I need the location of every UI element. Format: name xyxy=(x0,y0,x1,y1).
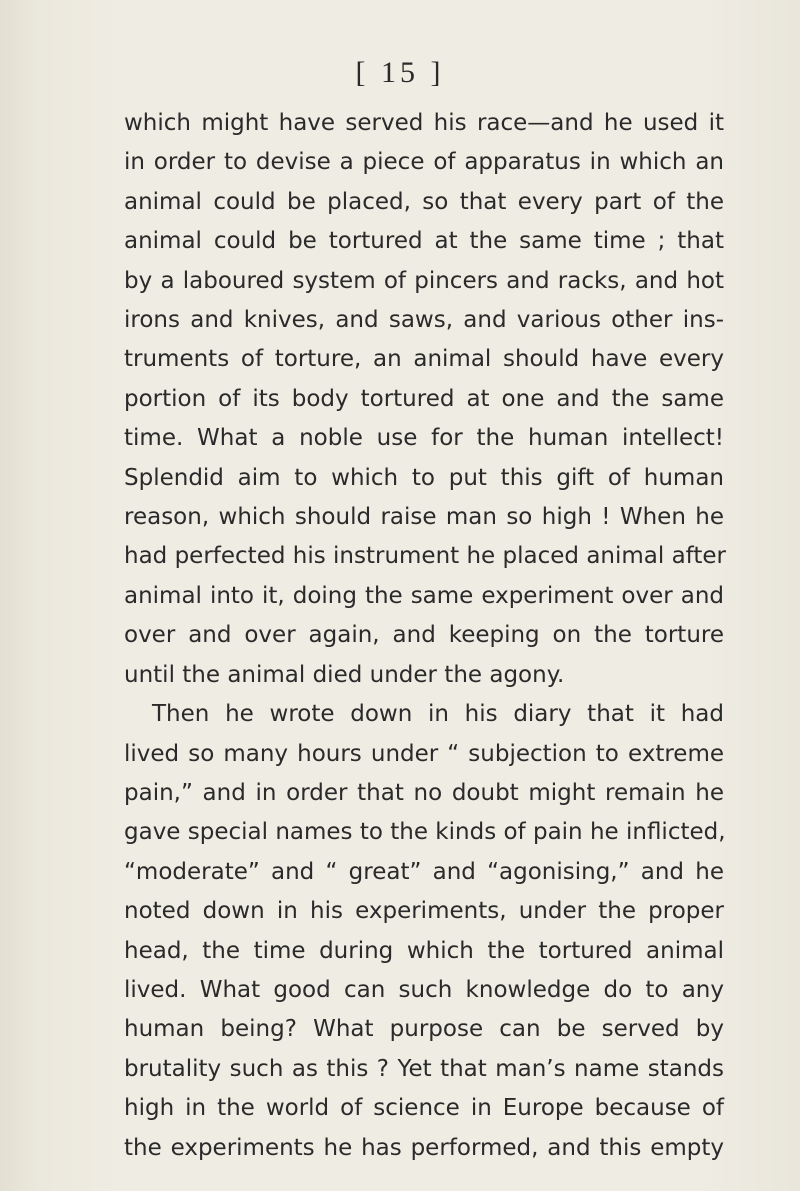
text-line: until the animal died under the agony. xyxy=(124,661,565,688)
text-line: by a laboured system of pincers and racks, and hot xyxy=(124,267,724,294)
text-line: lived. What good can such knowledge do to any xyxy=(124,976,724,1003)
text-line: truments of torture, an animal should have every xyxy=(124,346,724,373)
page-number: [ 15 ] xyxy=(355,56,445,89)
text-line: the experiments he has performed, and this empty xyxy=(124,1134,724,1161)
text-line: noted down in his experiments, under the proper xyxy=(124,898,724,925)
text-line: animal could be placed, so that every part of the xyxy=(124,188,724,215)
text-line: lived so many hours under “ subjection to extreme xyxy=(124,740,724,767)
text-line: in order to devise a piece of apparatus in which an xyxy=(124,149,724,176)
text-line: animal could be tortured at the same time ; that xyxy=(124,228,724,255)
text-line: irons and knives, and saws, and various other ins- xyxy=(124,307,724,334)
text-line: “moderate” and “ great” and “agonising,” and he xyxy=(124,858,724,885)
text-line: pain,” and in order that no doubt might remain he xyxy=(124,779,724,806)
text-line: Splendid aim to which to put this gift of human xyxy=(124,464,724,491)
text-line: portion of its body tortured at one and the same xyxy=(124,385,724,412)
text-line: gave special names to the kinds of pain he inflicted, xyxy=(124,819,726,846)
text-line: had perfected his instrument he placed animal after xyxy=(124,543,726,570)
text-line: animal into it, doing the same experiment over and xyxy=(124,582,724,609)
text-line: brutality such as this ? Yet that man’s name stands xyxy=(124,1055,724,1082)
body-text xyxy=(124,104,724,1168)
text-line: high in the world of science in Europe because of xyxy=(124,1095,724,1122)
text-line: head, the time during which the tortured animal xyxy=(124,937,724,964)
text-line: reason, which should raise man so high ! When he xyxy=(124,504,724,531)
text-line: which might have served his race—and he used it xyxy=(124,110,724,136)
text-line: Then he wrote down in his diary that it had xyxy=(152,701,724,728)
text-line: time. What a noble use for the human intellect! xyxy=(124,425,724,452)
text-line: over and over again, and keeping on the torture xyxy=(124,622,724,649)
text-line: human being? What purpose can be served by xyxy=(124,1016,724,1043)
